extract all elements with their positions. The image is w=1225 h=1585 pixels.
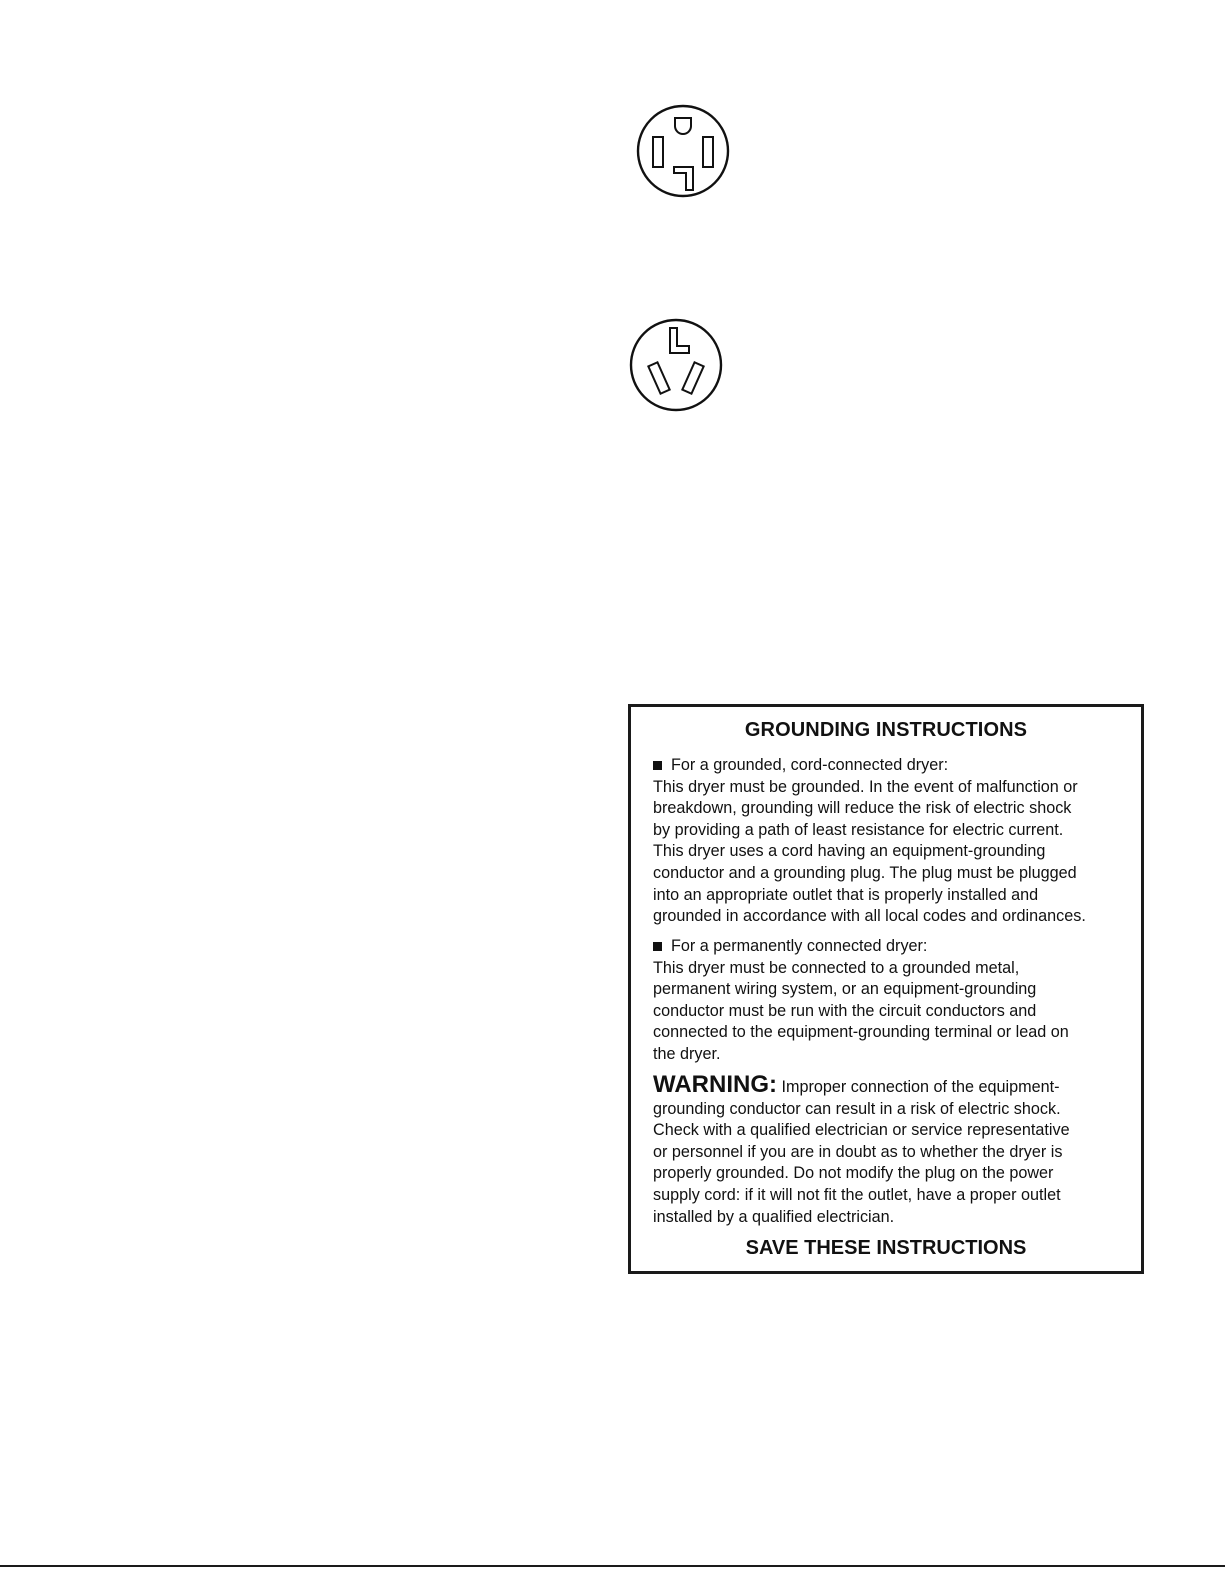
warning-label: WARNING: (653, 1071, 777, 1098)
page-bottom-rule (0, 1565, 1225, 1567)
square-bullet-icon (653, 761, 662, 770)
square-bullet-icon (653, 942, 662, 951)
corded-line: by providing a path of least resistance for electric current. (653, 820, 1064, 839)
warning-section (653, 1071, 1143, 1228)
warning-line: Check with a qualified electrician or service representative (653, 1121, 1070, 1140)
grounding-instructions-box (628, 704, 1144, 1274)
corded-dryer-section (653, 755, 1143, 928)
corded-line: grounded in accordance with all local codes and ordinances. (653, 907, 1086, 926)
box-footer: SAVE THESE INSTRUCTIONS (745, 1237, 1027, 1259)
corded-line: This dryer must be grounded. In the event of malfunction or (653, 777, 1078, 796)
corded-line: This dryer uses a cord having an equipment-grounding (653, 842, 1046, 861)
corded-line: into an appropriate outlet that is properly installed and (653, 885, 1039, 904)
corded-line: breakdown, grounding will reduce the risk of electric shock (653, 799, 1072, 818)
3-wire-outlet-icon (629, 318, 723, 412)
permanent-line: connected to the equipment-grounding terminal or lead on (653, 1023, 1069, 1042)
permanent-heading: For a permanently connected dryer: (671, 937, 928, 955)
permanent-line: This dryer must be connected to a grounded metal, (653, 958, 1020, 977)
permanent-line: the dryer. (653, 1044, 721, 1063)
corded-heading-line (653, 755, 1143, 777)
permanent-heading-line (653, 936, 1143, 958)
permanent-line: permanent wiring system, or an equipment-grounding (653, 980, 1037, 999)
warning-line: installed by a qualified electrician. (653, 1207, 895, 1226)
4-wire-outlet-icon (636, 104, 730, 198)
warning-line: properly grounded. Do not modify the plug on the power (653, 1164, 1054, 1183)
warning-line: grounding conductor can result in a risk of electric shock. (653, 1099, 1061, 1118)
permanent-line: conductor must be run with the circuit conductors and (653, 1001, 1037, 1020)
box-title: GROUNDING INSTRUCTIONS (744, 719, 1028, 741)
corded-line: conductor and a grounding plug. The plug must be plugged (653, 863, 1077, 882)
corded-heading: For a grounded, cord-connected dryer: (671, 756, 949, 774)
warning-first-line (653, 1071, 1143, 1099)
warning-line: or personnel if you are in doubt as to whether the dryer is (653, 1142, 1063, 1161)
warning-first-text: Improper connection of the equipment- (781, 1078, 1060, 1096)
permanent-dryer-section (653, 936, 1143, 1066)
warning-line: supply cord: if it will not fit the outlet, have a proper outlet (653, 1185, 1061, 1204)
